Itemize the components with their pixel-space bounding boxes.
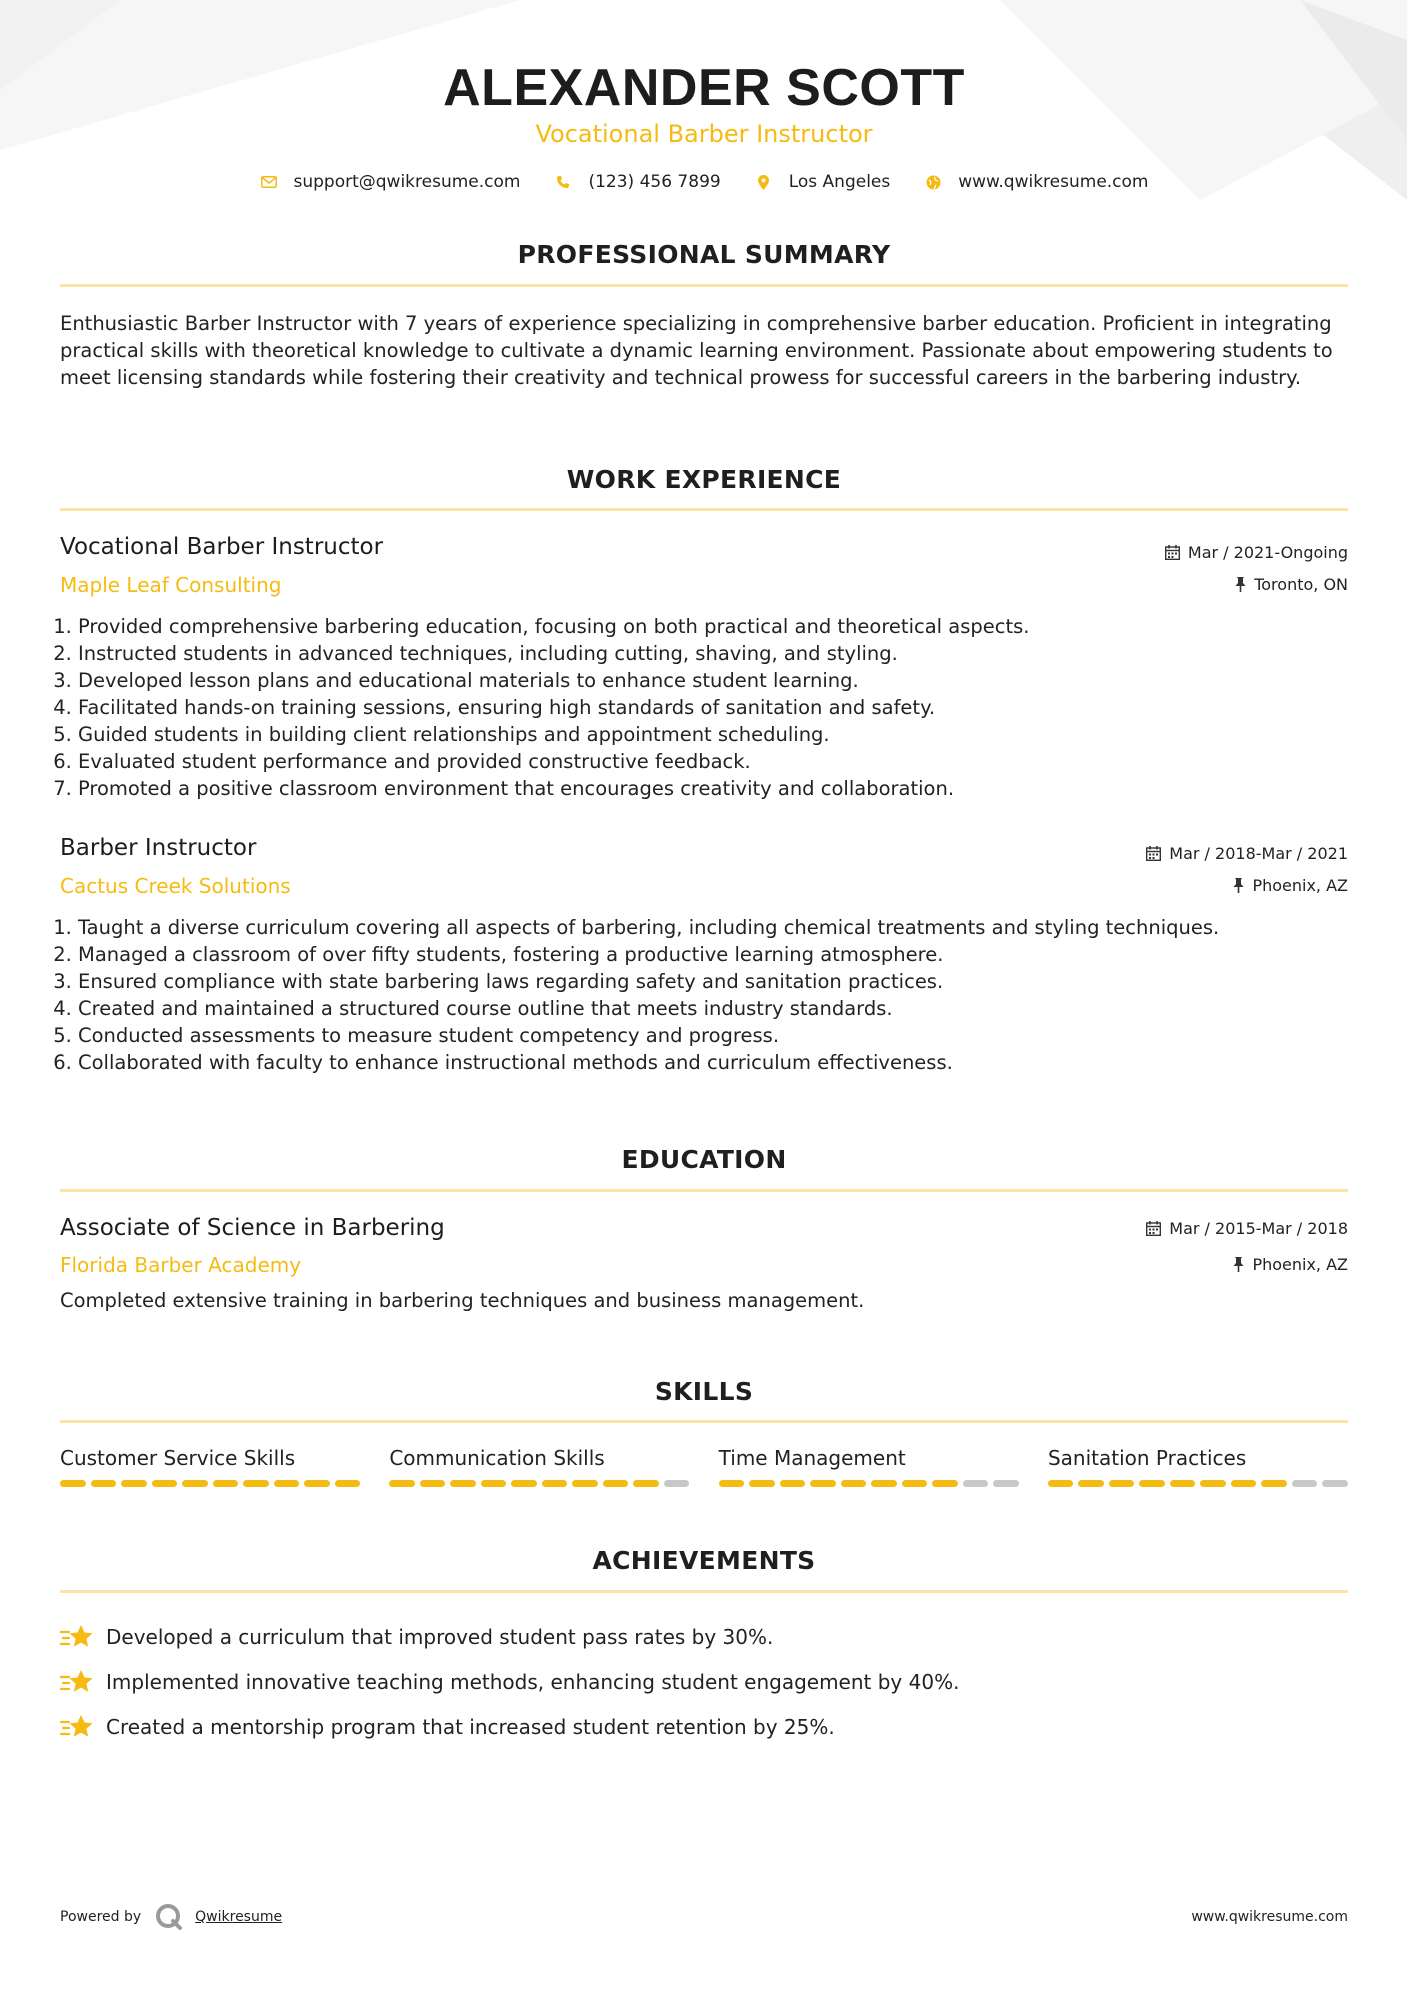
summary-divider bbox=[60, 284, 1348, 287]
education-heading: EDUCATION bbox=[621, 1145, 787, 1174]
skill-level-segment-empty bbox=[1322, 1480, 1348, 1487]
job-location bbox=[1235, 575, 1348, 594]
skill-level-segment-filled bbox=[1170, 1480, 1196, 1487]
achievements-divider bbox=[60, 1590, 1348, 1593]
education-divider bbox=[60, 1189, 1348, 1192]
skill-name: Customer Service Skills bbox=[60, 1446, 296, 1470]
skill-level-segment-empty bbox=[993, 1480, 1019, 1487]
calendar-icon bbox=[1146, 846, 1161, 861]
skill-level-segment-filled bbox=[633, 1480, 659, 1487]
list-item: 1. Taught a diverse curriculum covering all aspects of barbering, including chemical treatments and styling techniques. bbox=[78, 914, 1366, 941]
skills-heading: SKILLS bbox=[654, 1377, 754, 1406]
job-responsibilities bbox=[60, 613, 1366, 802]
summary-text: Enthusiastic Barber Instructor with 7 years of experience specializing in comprehensive barber education. Proficient in integrating practical skills with theoretical knowledge to cultivate a dynamic learning environment. Passionate about empowering students to meet licensing standards while fostering their creativity and technical prowess for successful careers in the barbering industry. bbox=[60, 312, 1333, 389]
list-item: 3. Ensured compliance with state barbering laws regarding safety and sanitation practices. bbox=[78, 968, 1366, 995]
achievement-item bbox=[60, 1659, 1348, 1704]
skill-level-segment-filled bbox=[841, 1480, 867, 1487]
contact-phone[interactable] bbox=[554, 172, 720, 192]
skill-level-segment-empty bbox=[664, 1480, 690, 1487]
skill-level-segment-filled bbox=[749, 1480, 775, 1487]
skill-level-bar bbox=[60, 1480, 360, 1487]
contact-phone-text: (123) 456 7899 bbox=[588, 172, 721, 192]
skill-level-segment-filled bbox=[420, 1480, 446, 1487]
achievement-text: Developed a curriculum that improved student pass rates by 30%. bbox=[106, 1624, 774, 1649]
job-location-text: Toronto, ON bbox=[1254, 575, 1348, 594]
list-item: 2. Instructed students in advanced techniques, including cutting, shaving, and styling. bbox=[78, 640, 1366, 667]
experience-heading: WORK EXPERIENCE bbox=[566, 465, 842, 494]
map-pin-icon bbox=[755, 173, 773, 191]
contact-website-text: www.qwikresume.com bbox=[958, 172, 1149, 192]
list-item: 1. Provided comprehensive barbering education, focusing on both practical and theoretical aspects. bbox=[78, 613, 1366, 640]
skill-level-segment-empty bbox=[963, 1480, 989, 1487]
skill-name: Time Management bbox=[718, 1446, 906, 1470]
shooting-star-icon bbox=[60, 1623, 94, 1651]
job-dates bbox=[1146, 844, 1348, 863]
skill-item bbox=[60, 1446, 360, 1487]
skill-level-segment-filled bbox=[243, 1480, 269, 1487]
calendar-icon bbox=[1146, 1221, 1161, 1236]
footer-website-link[interactable]: www.qwikresume.com bbox=[1191, 1909, 1348, 1925]
skill-level-segment-filled bbox=[450, 1480, 476, 1487]
achievement-item bbox=[60, 1614, 1348, 1659]
skills-list bbox=[60, 1446, 1348, 1487]
job-dates-text: Mar / 2018-Mar / 2021 bbox=[1169, 844, 1348, 863]
skill-level-segment-filled bbox=[1109, 1480, 1135, 1487]
pushpin-icon bbox=[1233, 1257, 1244, 1272]
job-dates bbox=[1165, 543, 1348, 562]
pushpin-icon bbox=[1233, 878, 1244, 893]
job-company: Cactus Creek Solutions bbox=[60, 874, 291, 898]
candidate-title: Vocational Barber Instructor bbox=[535, 120, 873, 148]
skill-level-segment-filled bbox=[1231, 1480, 1257, 1487]
experience-divider bbox=[60, 508, 1348, 511]
summary-heading: PROFESSIONAL SUMMARY bbox=[517, 240, 891, 269]
skill-item bbox=[719, 1446, 1019, 1487]
list-item: 5. Conducted assessments to measure student competency and progress. bbox=[78, 1022, 1366, 1049]
calendar-icon bbox=[1165, 545, 1180, 560]
footer bbox=[60, 1903, 1348, 1931]
skill-level-segment-filled bbox=[335, 1480, 361, 1487]
skill-level-segment-filled bbox=[152, 1480, 178, 1487]
achievements-list bbox=[60, 1614, 1348, 1749]
school-name: Florida Barber Academy bbox=[60, 1253, 302, 1277]
skill-level-segment-filled bbox=[719, 1480, 745, 1487]
skill-name: Sanitation Practices bbox=[1047, 1446, 1247, 1470]
skill-level-segment-empty bbox=[1292, 1480, 1318, 1487]
skill-level-bar bbox=[1048, 1480, 1348, 1487]
education-location bbox=[1233, 1255, 1348, 1274]
skill-level-segment-filled bbox=[1048, 1480, 1074, 1487]
achievement-item bbox=[60, 1704, 1348, 1749]
skill-level-segment-filled bbox=[932, 1480, 958, 1487]
skill-level-segment-filled bbox=[603, 1480, 629, 1487]
contact-bar bbox=[60, 172, 1348, 192]
phone-icon bbox=[554, 173, 572, 191]
skill-level-segment-filled bbox=[1261, 1480, 1287, 1487]
skill-level-segment-filled bbox=[511, 1480, 537, 1487]
skill-level-bar bbox=[389, 1480, 689, 1487]
achievement-text: Implemented innovative teaching methods, enhancing student engagement by 40%. bbox=[106, 1669, 960, 1694]
qwikresume-logo-icon bbox=[155, 1903, 183, 1931]
degree-title: Associate of Science in Barbering bbox=[60, 1215, 445, 1241]
shooting-star-icon bbox=[60, 1713, 94, 1741]
contact-email-text: support@qwikresume.com bbox=[293, 172, 521, 192]
list-item: 6. Collaborated with faculty to enhance instructional methods and curriculum effectiveness. bbox=[78, 1049, 1366, 1076]
contact-website[interactable] bbox=[924, 172, 1148, 192]
list-item: 4. Created and maintained a structured course outline that meets industry standards. bbox=[78, 995, 1366, 1022]
education-location-text: Phoenix, AZ bbox=[1252, 1255, 1348, 1274]
contact-location-text: Los Angeles bbox=[788, 172, 891, 192]
achievements-heading: ACHIEVEMENTS bbox=[592, 1546, 816, 1575]
skill-item bbox=[389, 1446, 689, 1487]
skills-divider bbox=[60, 1420, 1348, 1423]
candidate-name: ALEXANDER SCOTT bbox=[443, 59, 965, 117]
skill-name: Communication Skills bbox=[389, 1446, 605, 1470]
pushpin-icon bbox=[1235, 577, 1246, 592]
powered-by-label: Powered by bbox=[60, 1909, 142, 1925]
list-item: 4. Facilitated hands-on training sessions, ensuring high standards of sanitation and safety. bbox=[78, 694, 1366, 721]
job-dates-text: Mar / 2021-Ongoing bbox=[1187, 543, 1348, 562]
skill-level-segment-filled bbox=[780, 1480, 806, 1487]
education-description: Completed extensive training in barbering techniques and business management. bbox=[60, 1289, 865, 1312]
job-title: Vocational Barber Instructor bbox=[60, 534, 384, 560]
skill-level-segment-filled bbox=[1139, 1480, 1165, 1487]
skill-level-segment-filled bbox=[810, 1480, 836, 1487]
education-dates-text: Mar / 2015-Mar / 2018 bbox=[1169, 1219, 1348, 1238]
achievement-text: Created a mentorship program that increased student retention by 25%. bbox=[106, 1714, 835, 1739]
skill-level-segment-filled bbox=[182, 1480, 208, 1487]
qwikresume-link[interactable]: Qwikresume bbox=[195, 1909, 283, 1925]
skill-level-segment-filled bbox=[481, 1480, 507, 1487]
list-item: 5. Guided students in building client relationships and appointment scheduling. bbox=[78, 721, 1366, 748]
list-item: 3. Developed lesson plans and educational materials to enhance student learning. bbox=[78, 667, 1366, 694]
skill-level-segment-filled bbox=[871, 1480, 897, 1487]
job-company: Maple Leaf Consulting bbox=[60, 573, 282, 597]
skill-level-segment-filled bbox=[213, 1480, 239, 1487]
skill-level-segment-filled bbox=[542, 1480, 568, 1487]
skill-level-segment-filled bbox=[304, 1480, 330, 1487]
skill-level-segment-filled bbox=[60, 1480, 86, 1487]
powered-by bbox=[60, 1903, 282, 1931]
contact-email[interactable] bbox=[260, 172, 521, 192]
skill-level-segment-filled bbox=[274, 1480, 300, 1487]
list-item: 7. Promoted a positive classroom environment that encourages creativity and collaboration. bbox=[78, 775, 1366, 802]
education-dates bbox=[1146, 1219, 1348, 1238]
skill-level-segment-filled bbox=[121, 1480, 147, 1487]
skill-item bbox=[1048, 1446, 1348, 1487]
contact-location bbox=[755, 172, 891, 192]
job-title: Barber Instructor bbox=[60, 835, 257, 861]
skill-level-segment-filled bbox=[902, 1480, 928, 1487]
skill-level-segment-filled bbox=[1078, 1480, 1104, 1487]
list-item: 6. Evaluated student performance and provided constructive feedback. bbox=[78, 748, 1366, 775]
skill-level-segment-filled bbox=[389, 1480, 415, 1487]
skill-level-segment-filled bbox=[91, 1480, 117, 1487]
skill-level-segment-filled bbox=[572, 1480, 598, 1487]
job-location bbox=[1233, 876, 1348, 895]
envelope-icon bbox=[260, 173, 278, 191]
skill-level-segment-filled bbox=[1200, 1480, 1226, 1487]
globe-icon bbox=[924, 173, 942, 191]
shooting-star-icon bbox=[60, 1668, 94, 1696]
list-item: 2. Managed a classroom of over fifty students, fostering a productive learning atmosphere. bbox=[78, 941, 1366, 968]
skill-level-bar bbox=[719, 1480, 1019, 1487]
job-responsibilities bbox=[60, 914, 1366, 1076]
job-location-text: Phoenix, AZ bbox=[1252, 876, 1348, 895]
